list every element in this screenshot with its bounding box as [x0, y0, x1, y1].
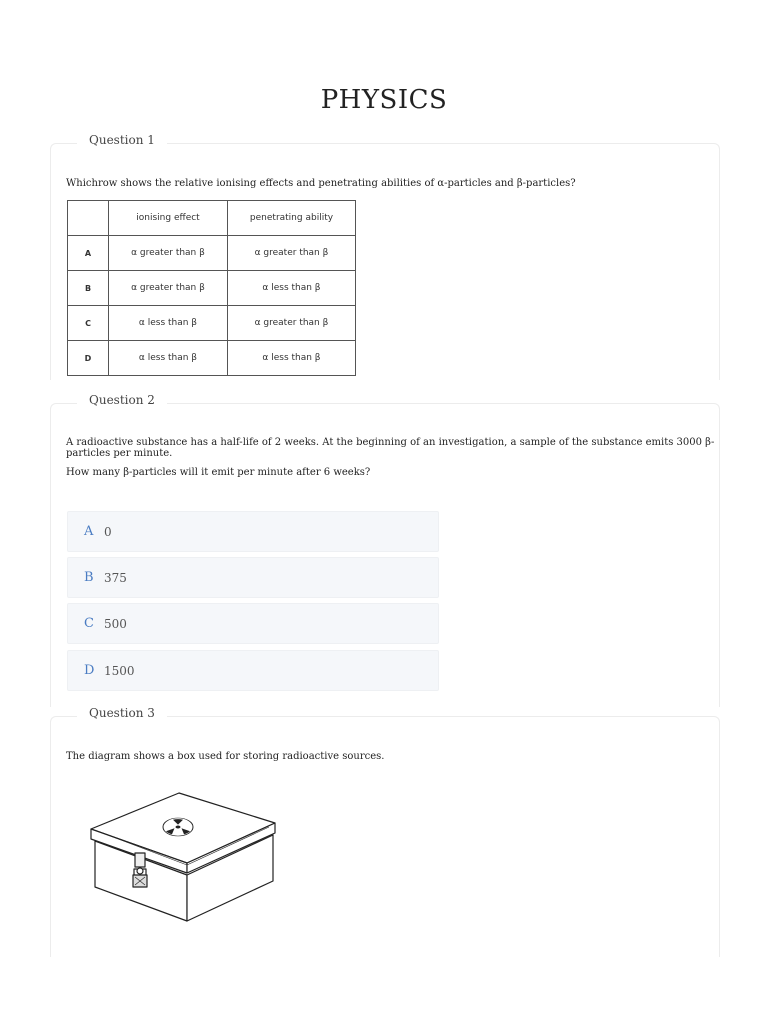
table-cell-ionising: α less than β	[109, 341, 228, 376]
question-1-text: Whichrow shows the relative ionising effects and penetrating abilities of α-particles and β-particles?	[66, 178, 576, 189]
option-a[interactable]	[67, 511, 439, 552]
table-cell-ionising: α greater than β	[109, 236, 228, 271]
table-row	[68, 271, 356, 306]
table-cell-penetrating: α less than β	[228, 271, 356, 306]
question-3-card	[50, 706, 720, 957]
option-c[interactable]	[67, 603, 439, 644]
table-cell-penetrating: α less than β	[228, 341, 356, 376]
table-row-letter: B	[68, 271, 109, 306]
question-2-legend: Question 2	[77, 393, 167, 407]
table-row-letter: D	[68, 341, 109, 376]
radioactive-box-diagram	[87, 785, 287, 925]
radiation-trefoil-icon	[163, 818, 193, 836]
option-letter: C	[84, 616, 94, 631]
table-row-letter: C	[68, 306, 109, 341]
table-header-cell: ionising effect	[109, 201, 228, 236]
option-d[interactable]	[67, 650, 439, 691]
option-letter: B	[84, 570, 94, 585]
table-row	[68, 306, 356, 341]
option-value: 375	[104, 570, 127, 585]
question-3-legend: Question 3	[77, 706, 167, 720]
page-title: PHYSICS	[320, 85, 448, 115]
question-3-text: The diagram shows a box used for storing radioactive sources.	[66, 751, 385, 762]
question-2-subtext: How many β-particles will it emit per minute after 6 weeks?	[66, 467, 371, 478]
option-value: 1500	[104, 663, 135, 678]
table-row	[68, 236, 356, 271]
table-header-cell: penetrating ability	[228, 201, 356, 236]
question-1-table	[67, 200, 356, 376]
table-cell-ionising: α less than β	[109, 306, 228, 341]
table-cell-ionising: α greater than β	[109, 271, 228, 306]
table-row	[68, 341, 356, 376]
table-cell-penetrating: α greater than β	[228, 306, 356, 341]
option-letter: A	[84, 524, 94, 539]
table-header-row	[68, 201, 356, 236]
table-cell-penetrating: α greater than β	[228, 236, 356, 271]
question-2-text: A radioactive substance has a half-life of 2 weeks. At the beginning of an investigation, a sample of the substance emits 3000 β-particles per minute.	[66, 437, 715, 459]
question-1-legend: Question 1	[77, 133, 167, 147]
option-letter: D	[84, 663, 95, 678]
table-row-letter: A	[68, 236, 109, 271]
question-2-card	[50, 393, 720, 707]
table-header-cell	[68, 201, 109, 236]
option-b[interactable]	[67, 557, 439, 598]
question-1-card	[50, 133, 720, 380]
option-value: 0	[104, 524, 112, 539]
option-value: 500	[104, 616, 127, 631]
